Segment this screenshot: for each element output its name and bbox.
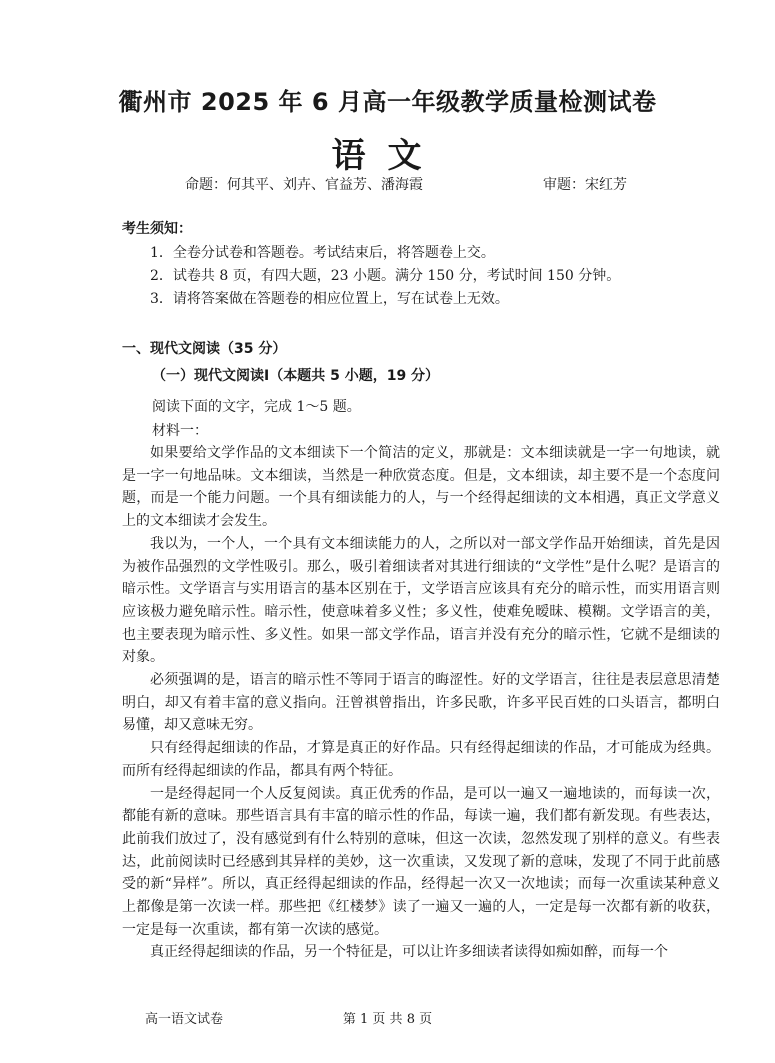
- reviewer-line: 审题：宋红芳: [543, 177, 627, 193]
- subsection-heading: （一）现代文阅读Ⅰ（本题共 5 小题，19 分）: [152, 368, 440, 384]
- passage-paragraph: 如果要给文学作品的文本细读下一个简洁的定义，那就是：文本细读就是一字一句地读，就是一字一句地品味。文本细读，当然是一种欣赏态度。但是，文本细读，却主要不是一个态度问题，而是一个能力问题。一个具有细读能力的人，与一个经得起细读的文本相遇，真正文学意义上的文本细读才会发生。: [122, 445, 720, 530]
- passage-paragraph: 只有经得起细读的作品，才算是真正的好作品。只有经得起细读的作品，才可能成为经典。而所有经得起细读的作品，都具有两个特征。: [122, 740, 720, 779]
- exam-title: 衢州市 2025 年 6 月高一年级教学质量检测试卷: [118, 88, 657, 116]
- authors-line: 命题：何其平、刘卉、官益芳、潘海霞: [185, 177, 423, 193]
- notice-item-2: 2．试卷共 8 页，有四大题，23 小题。满分 150 分，考试时间 150 分钟。: [150, 268, 621, 284]
- passage-paragraph: 真正经得起细读的作品，另一个特征是，可以让许多细读者读得如痴如醉，而每一个: [150, 944, 668, 961]
- reading-instruction: 阅读下面的文字，完成 1～5 题。: [152, 399, 361, 415]
- footer-page-number: 第 1 页 共 8 页: [342, 1012, 433, 1027]
- notice-item-3: 3．请将答案做在答题卷的相应位置上，写在试卷上无效。: [150, 291, 509, 307]
- subject-title: 语文: [331, 136, 444, 176]
- passage-paragraph: 一是经得起同一个人反复阅读。真正优秀的作品，是可以一遍又一遍地读的，而每读一次，都能有新的意味。那些语言具有丰富的暗示性的作品，每读一遍，我们都有新发现。有些表达，此前我们放过了，没有感觉到有什么特别的意味，但这一次读，忽然发现了别样的意义。有些表达，此前阅读时已经感到其异样的美妙，这一次重读，又发现了新的意味，发现了不同于此前感受的新“异样”。所以，真正经得起细读的作品，经得起一次又一次地读；而每一次重读某种意义上都像是第一次读一样。那些把《红楼梦》读了一遍又一遍的人，一定是每一次都有新的收获，一定是每一次重读，都有第一次读的感觉。: [122, 785, 720, 938]
- material-label: 材料一：: [152, 423, 208, 439]
- notice-heading: 考生须知：: [122, 221, 192, 237]
- footer-paper-name: 高一语文试卷: [145, 1012, 224, 1027]
- notice-item-1: 1．全卷分试卷和答题卷。考试结束后，将答题卷上交。: [150, 245, 495, 261]
- section-heading: 一、现代文阅读（35 分）: [122, 341, 287, 357]
- reading-passage: [122, 442, 720, 964]
- passage-paragraph: 我以为，一个人，一个具有文本细读能力的人，之所以对一部文学作品开始细读，首先是因为被作品强烈的文学性吸引。那么，吸引着细读者对其进行细读的“文学性”是什么呢？是语言的暗示性。文学语言与实用语言的基本区别在于，文学语言应该具有充分的暗示性，而实用语言则应该极力避免暗示性。暗示性，使意味着多义性；多义性，使难免暧昧、模糊。文学语言的美，也主要表现为暗示性、多义性。如果一部文学作品，语言并没有充分的暗示性，它就不是细读的对象。: [122, 535, 720, 666]
- passage-paragraph: 必须强调的是，语言的暗示性不等同于语言的晦涩性。好的文学语言，往往是表层意思清楚明白，却又有着丰富的意义指向。汪曾祺曾指出，许多民歌，许多平民百姓的口头语言，都明白易懂，却又意味无穷。: [122, 672, 720, 734]
